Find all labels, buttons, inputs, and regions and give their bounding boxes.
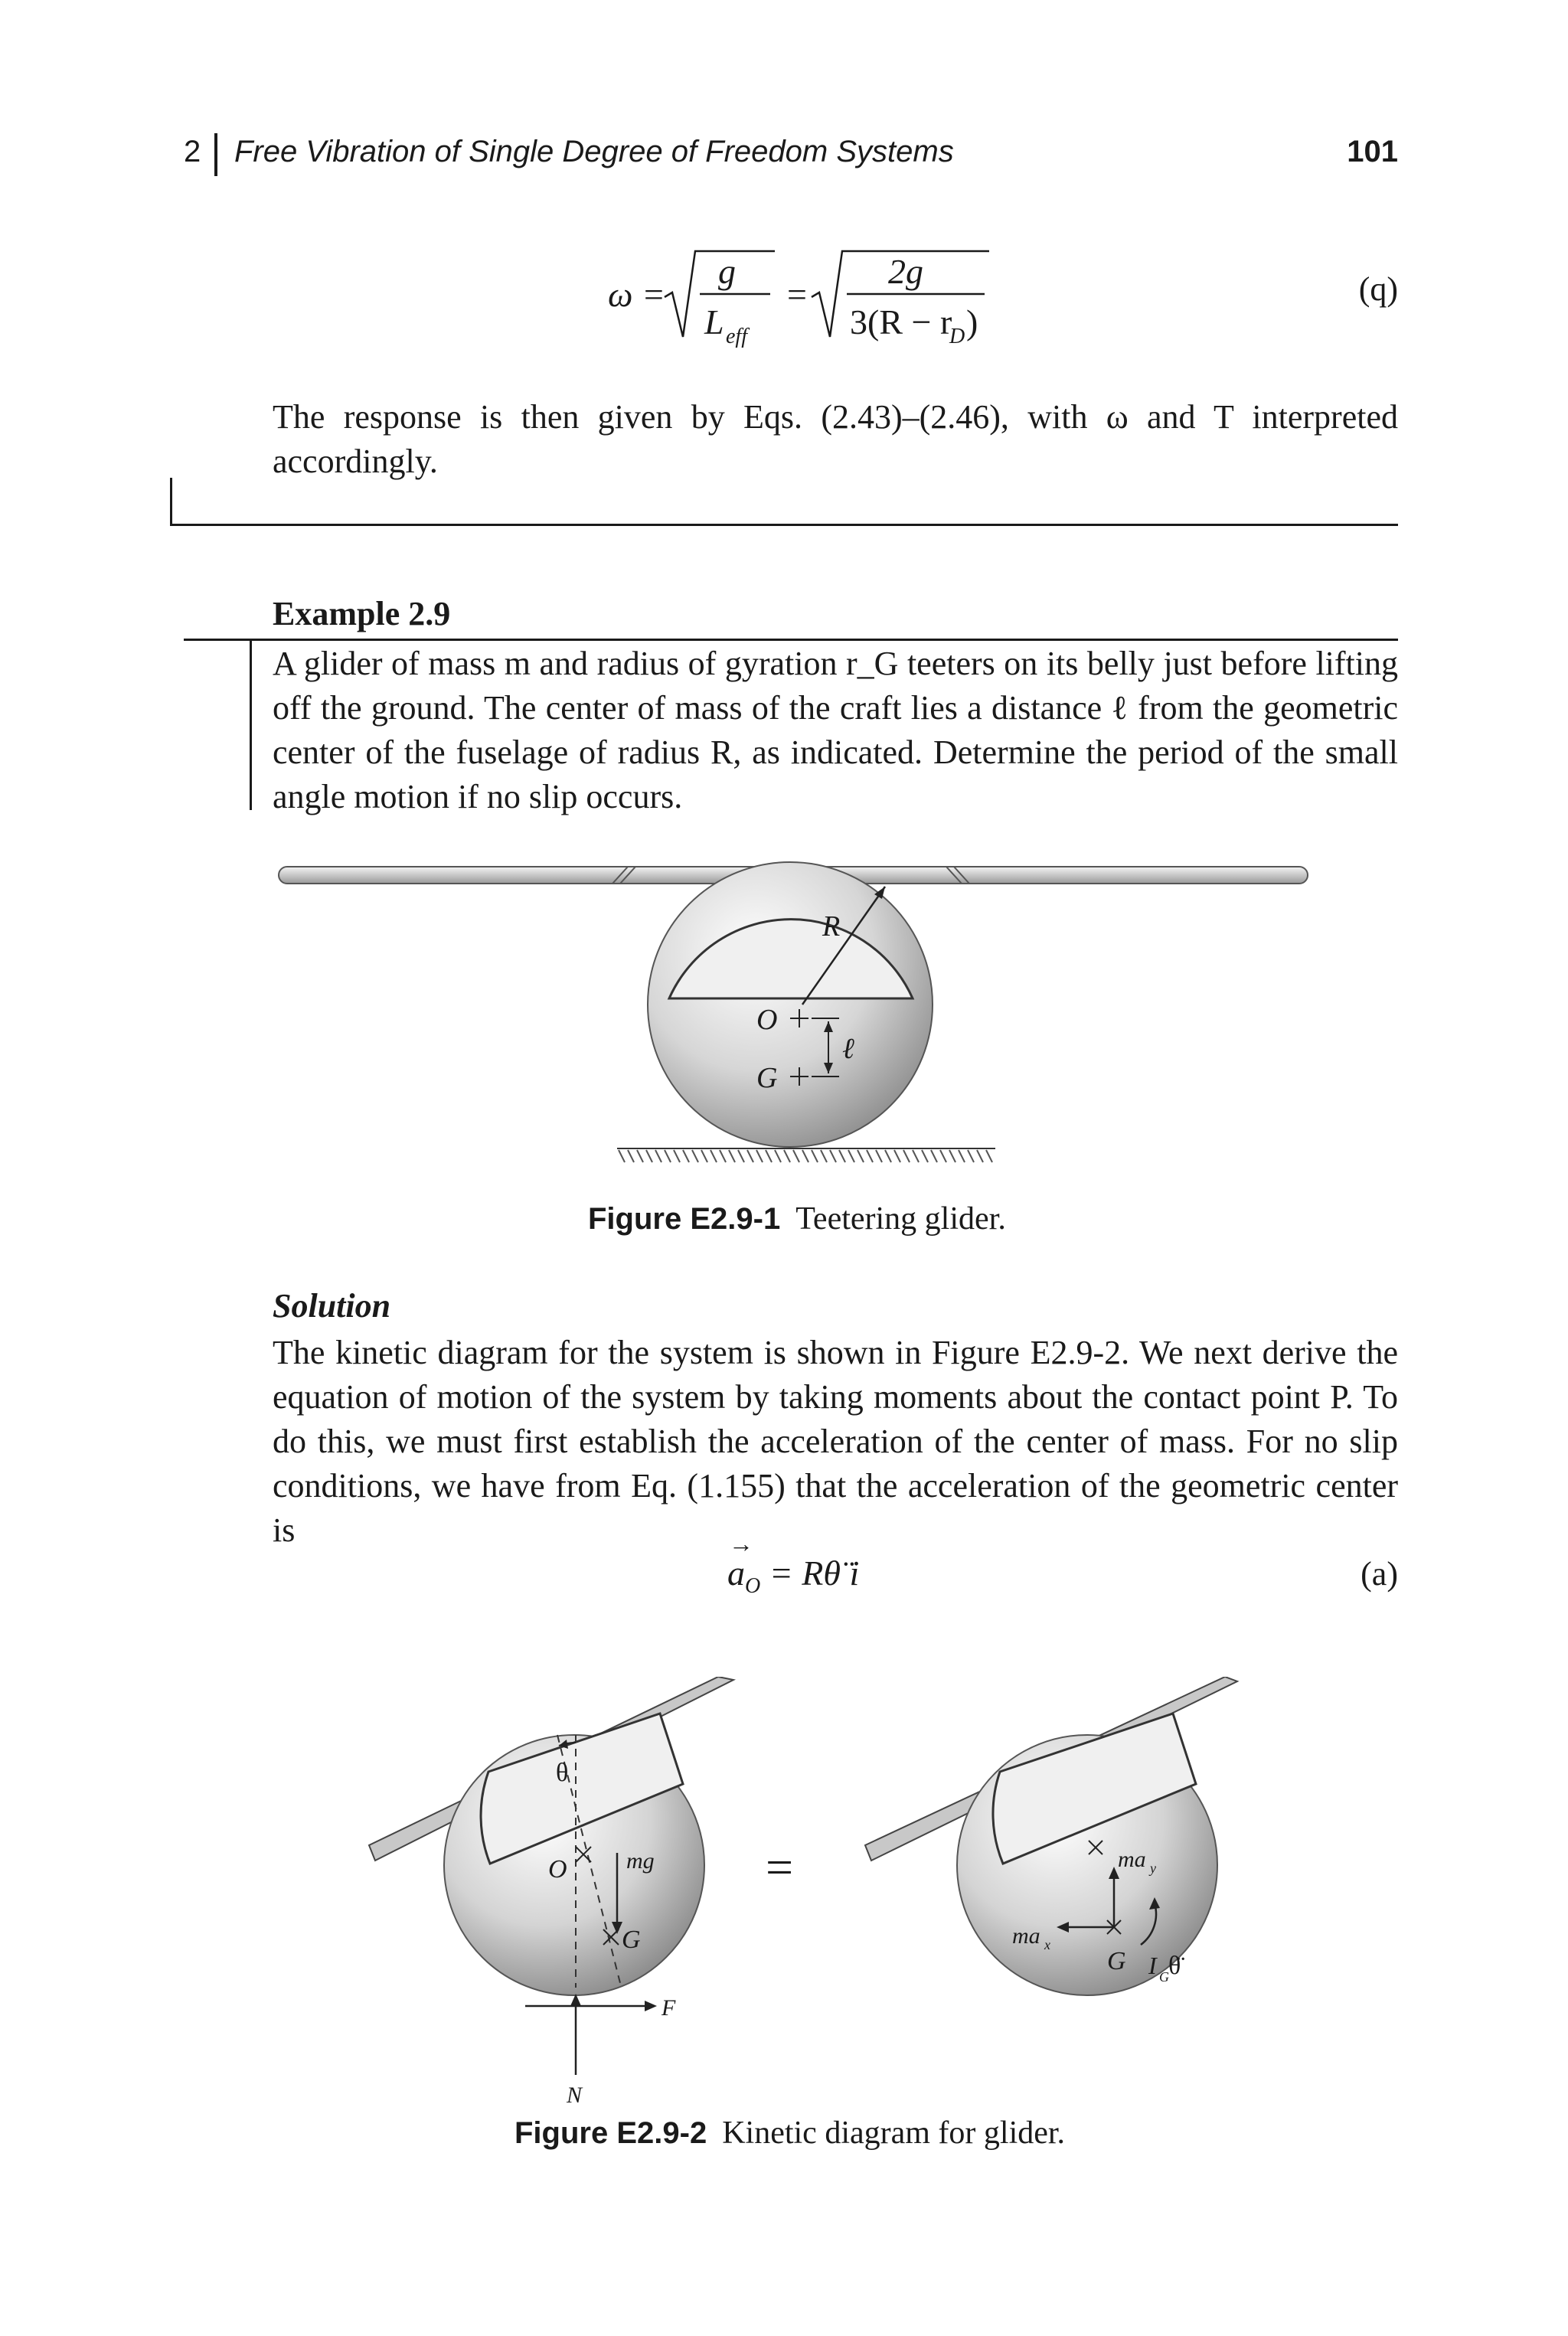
header-divider (214, 133, 217, 176)
label-G: G (756, 1062, 778, 1094)
equals-sign: = (766, 1840, 794, 1894)
eq-q-num1: g (718, 252, 736, 291)
equation-q-svg (597, 230, 995, 360)
figure-e2-9-1 (273, 850, 1326, 1171)
figure-e2-9-2 (352, 1677, 1240, 2106)
ground-hatching (619, 1150, 992, 1162)
figure-e2-9-1-caption (588, 1201, 1006, 1237)
eq-q-den2: 3(R − r (850, 302, 952, 341)
eq-q-den1: L (704, 302, 724, 341)
figure-e2-9-2-caption (514, 2115, 1065, 2151)
response-paragraph: The response is then given by Eqs. (2.43)–(2.46), with ω and T interpreted accordingly. (273, 398, 1398, 480)
caption-text: Teetering glider. (795, 1201, 1006, 1237)
eq-a-lhs-sub: O (745, 1574, 761, 1599)
label-F: F (662, 1995, 676, 2021)
label-theta: θ (556, 1759, 569, 1787)
label-thetadd: θ̈ (1168, 1952, 1181, 1980)
example-statement: A glider of mass m and radius of gyration r_G teeters on its belly just before lifting off the ground. The center of mass of the craft lies a distance ℓ from the geometric center of the fuselage of radius R, as indicated. Determine the period of the small angle motion if no slip occurs. (273, 645, 1398, 815)
label-may: ma (1118, 1847, 1146, 1872)
chapter-number: 2 (184, 135, 201, 168)
label-G-fbd: G (622, 1926, 641, 1954)
kinetic-diagram (352, 1677, 1240, 2106)
equation-a: → $a_O$ = Rθ̈ i (727, 1530, 860, 1599)
fuselage (648, 862, 933, 1147)
eq-a-rhs: = Rθ̈ i (769, 1554, 860, 1593)
label-R: R (822, 910, 841, 943)
example-side-rule (250, 640, 252, 810)
eq-q-lhs: ω = (608, 275, 666, 314)
example-title: Example 2.9 (273, 595, 451, 632)
label-G-kd: G (1107, 1947, 1126, 1975)
label-O-fbd: O (548, 1855, 567, 1884)
eq-q-den2-close: ) (966, 302, 978, 341)
label-IG: I (1148, 1952, 1157, 1979)
equation-q-label: (q) (1358, 270, 1398, 308)
caption-label-2: Figure E2.9-2 (514, 2116, 707, 2150)
label-ell: ℓ (842, 1033, 854, 1065)
eq-q-den1-sub: eff (726, 325, 747, 348)
glider-diagram (273, 850, 1326, 1171)
eq-q-num2: 2g (888, 252, 923, 291)
equation-a-label: (a) (1361, 1555, 1398, 1593)
label-N: N (567, 2083, 583, 2106)
label-mg: mg (626, 1848, 655, 1874)
caption-label: Figure E2.9-1 (588, 1202, 781, 1236)
page-number: 101 (1347, 135, 1398, 168)
example-end-rule-vertical (170, 478, 172, 525)
eq-q-den2-sub: D (949, 325, 965, 348)
label-O: O (756, 1004, 778, 1036)
eq-q-equals: = (787, 275, 807, 314)
solution-text: The kinetic diagram for the system is shown in Figure E2.9-2. We next derive the equation of motion of the system by taking moments about the contact point P. To do this, we must first establish the acceleration of the center of mass. For no slip conditions, we have from Eq. (1.155) that the acceleration of the geometric center is (273, 1334, 1398, 1549)
caption-text-2: Kinetic diagram for glider. (722, 2115, 1066, 2151)
eq-a-lhs: a (727, 1554, 745, 1593)
label-may-sub: y (1150, 1861, 1156, 1876)
label-max-sub: x (1044, 1937, 1050, 1952)
example-end-rule (170, 524, 1398, 526)
label-IG-sub: G (1159, 1969, 1169, 1985)
example-rule (184, 639, 1398, 641)
equation-q (597, 230, 995, 360)
chapter-title: Free Vibration of Single Degree of Freedom Systems (234, 135, 954, 168)
label-max: ma (1012, 1923, 1040, 1949)
solution-title: Solution (273, 1287, 391, 1325)
